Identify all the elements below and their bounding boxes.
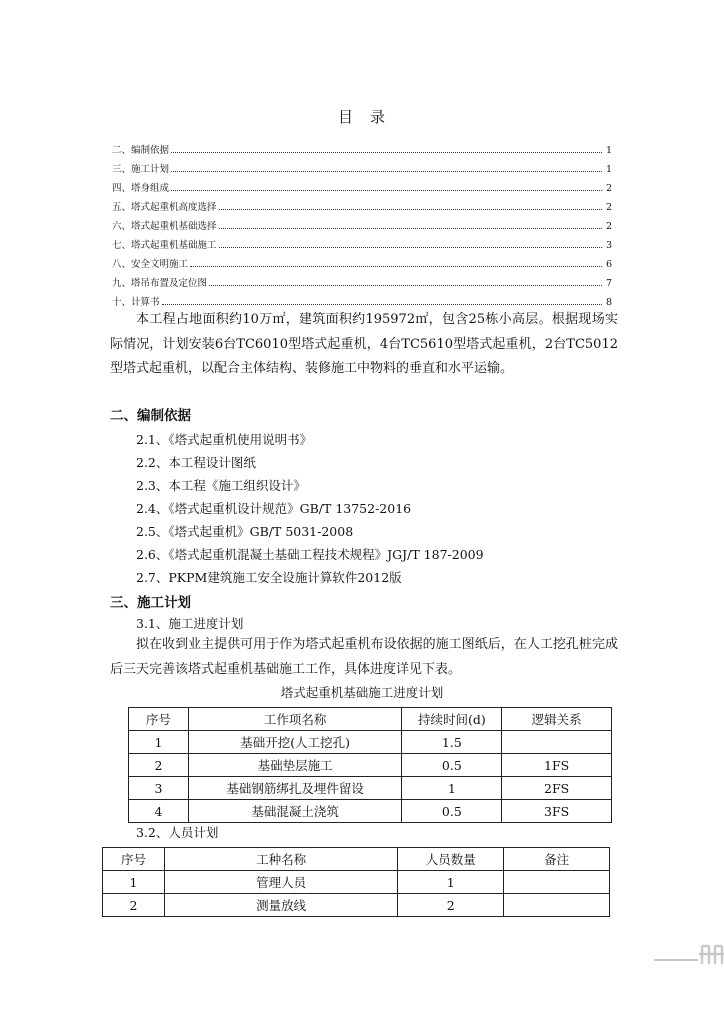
table-of-contents <box>112 142 612 313</box>
header-cell: 工种名称 <box>164 848 397 871</box>
toc-entry-page: 8 <box>605 297 612 308</box>
header-cell: 序号 <box>129 708 189 731</box>
toc-entry-page: 1 <box>605 164 612 175</box>
table-cell: 1 <box>129 731 189 754</box>
section-heading-basis: 二、编制依据 <box>110 408 191 424</box>
toc-entry-label: 八、安全文明施工 <box>112 259 189 270</box>
table-row <box>129 777 612 800</box>
header-cell: 逻辑关系 <box>502 708 612 731</box>
toc-entry[interactable] <box>112 256 612 275</box>
section-heading-plan: 三、施工计划 <box>110 595 191 611</box>
table-cell <box>502 731 612 754</box>
toc-entry[interactable] <box>112 161 612 180</box>
toc-entry-label: 四、塔身组成 <box>112 183 170 194</box>
table-row <box>129 754 612 777</box>
toc-title: 目 录 <box>337 108 386 126</box>
table-row <box>103 871 610 894</box>
table-cell: 1FS <box>502 754 612 777</box>
toc-entry-label: 二、编制依据 <box>112 145 170 156</box>
table-row <box>129 800 612 823</box>
table-cell <box>504 871 610 894</box>
basis-item: 2.7、PKPM建筑施工安全设施计算软件2012版 <box>136 570 402 585</box>
table-row <box>129 731 612 754</box>
table-cell: 2 <box>398 894 504 917</box>
toc-entry-page: 3 <box>605 240 612 251</box>
table-cell: 2 <box>103 894 165 917</box>
table-header-row <box>103 848 610 871</box>
subsection-schedule-title: 3.1、施工进度计划 <box>136 616 244 631</box>
header-cell: 工作项名称 <box>188 708 402 731</box>
basis-item: 2.6、《塔式起重机混凝土基础工程技术规程》JGJ/T 187-2009 <box>136 547 484 562</box>
basis-item: 2.2、本工程设计图纸 <box>136 455 256 470</box>
toc-entry[interactable] <box>112 199 612 218</box>
toc-leader-dots <box>171 144 602 153</box>
table-cell: 3 <box>129 777 189 800</box>
header-cell: 备注 <box>504 848 610 871</box>
table-cell <box>504 894 610 917</box>
toc-entry-page: 2 <box>605 221 612 232</box>
toc-leader-dots <box>171 163 602 172</box>
table-cell: 1 <box>402 777 502 800</box>
toc-entry[interactable] <box>112 180 612 199</box>
toc-leader-dots <box>219 201 602 210</box>
table-cell: 基础垫层施工 <box>188 754 402 777</box>
toc-entry-label: 三、施工计划 <box>112 164 170 175</box>
toc-entry-page: 7 <box>605 278 612 289</box>
table-cell: 3FS <box>502 800 612 823</box>
basis-item: 2.4、《塔式起重机设计规范》GB/T 13752-2016 <box>136 501 412 516</box>
toc-entry-label: 七、塔式起重机基础施工 <box>112 240 217 251</box>
basis-item: 2.1、《塔式起重机使用说明书》 <box>136 432 313 447</box>
toc-leader-dots <box>209 277 602 286</box>
table-row <box>103 894 610 917</box>
table-cell: 基础开挖(人工挖孔) <box>188 731 402 754</box>
toc-entry[interactable] <box>112 237 612 256</box>
toc-leader-dots <box>162 296 602 305</box>
toc-entry-page: 6 <box>605 259 612 270</box>
toc-entry[interactable] <box>112 218 612 237</box>
toc-entry-page: 2 <box>605 202 612 213</box>
subsection-staff-title: 3.2、人员计划 <box>136 825 219 840</box>
intro-paragraph: 本工程占地面积约10万㎡，建筑面积约195972㎡，包含25栋小高层。根据现场实际情况，计划安装6台TC6010型塔式起重机，4台TC5610型塔式起重机，2台TC5012型塔式起重机，以配合主体结构、装修施工中物料的垂直和水平运输。 <box>110 312 618 376</box>
table-cell: 1.5 <box>402 731 502 754</box>
toc-entry[interactable] <box>112 142 612 161</box>
watermark-logo <box>652 938 724 968</box>
table-cell: 基础钢筋绑扎及埋件留设 <box>188 777 402 800</box>
toc-entry-page: 2 <box>605 183 612 194</box>
toc-entry[interactable] <box>112 275 612 294</box>
table-cell: 0.5 <box>402 800 502 823</box>
schedule-paragraph: 拟在收到业主提供可用于作为塔式起重机布设依据的施工图纸后，在人工挖孔桩完成后三天完善该塔式起重机基础施工工作，具体进度详见下表。 <box>110 637 618 677</box>
toc-entry-label: 九、塔吊布置及定位图 <box>112 278 208 289</box>
table-cell: 0.5 <box>402 754 502 777</box>
toc-entry-label: 五、塔式起重机高度选择 <box>112 202 217 213</box>
staff-table <box>102 847 610 917</box>
table-cell: 基础混凝土浇筑 <box>188 800 402 823</box>
table-cell: 测量放线 <box>164 894 397 917</box>
table-header-row <box>129 708 612 731</box>
table-cell: 管理人员 <box>164 871 397 894</box>
toc-leader-dots <box>171 182 602 191</box>
toc-entry-label: 六、塔式起重机基础选择 <box>112 221 217 232</box>
table-cell: 1 <box>103 871 165 894</box>
header-cell: 持续时间(d) <box>402 708 502 731</box>
toc-leader-dots <box>190 258 602 267</box>
toc-leader-dots <box>219 239 602 248</box>
toc-entry-label: 十、计算书 <box>112 297 160 308</box>
basis-item: 2.3、本工程《施工组织设计》 <box>136 478 306 493</box>
table-cell: 2 <box>129 754 189 777</box>
table-cell: 4 <box>129 800 189 823</box>
header-cell: 人员数量 <box>398 848 504 871</box>
toc-leader-dots <box>219 220 602 229</box>
schedule-table-caption: 塔式起重机基础施工进度计划 <box>280 685 444 700</box>
table-cell: 1 <box>398 871 504 894</box>
toc-entry-page: 1 <box>605 145 612 156</box>
basis-item: 2.5、《塔式起重机》GB/T 5031-2008 <box>136 524 354 539</box>
table-cell: 2FS <box>502 777 612 800</box>
header-cell: 序号 <box>103 848 165 871</box>
schedule-table <box>128 707 612 823</box>
